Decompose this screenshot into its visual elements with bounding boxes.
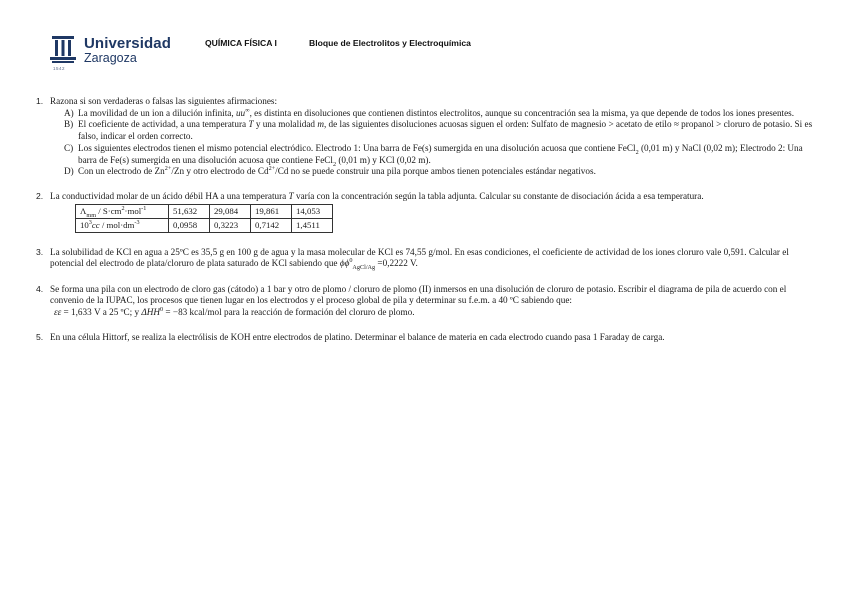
logo-city-name: Zaragoza xyxy=(84,51,137,65)
table-cell: 14,053 xyxy=(292,205,333,219)
exponent: -3 xyxy=(134,219,140,227)
question-4-text-1: Se forma una pila con un electrodo de cloro gas (cátodo) a 1 bar y otro de plomo / cloruro de plomo (II) inmersos en una disolución de cloruro de potasio. Escribir el diagrama de pila de acuerdo con el convenio de la IUPAC, los procesos que tienen lugar en los electrodos y el proceso global de pila y determinar su f.e.m. a 40 ºC sabiendo que: xyxy=(50,283,787,306)
question-2-text xyxy=(50,191,816,203)
exponent: -1 xyxy=(141,205,147,213)
block-title: Bloque de Electrolitos y Electroquímica xyxy=(309,38,471,48)
temperature-symbol: T xyxy=(248,119,254,130)
charge-superscript: 2+ xyxy=(164,165,172,173)
infinity-superscript: ∞ xyxy=(245,106,250,114)
table-cell: 0,3223 xyxy=(210,219,251,233)
question-4-text-3: = −83 kcal/mol para la reacción de formación del cloruro de plomo. xyxy=(163,306,415,317)
option-c-text-1: Los siguientes electrodos tienen el mismo potencial electródico. Electrodo 1: Una barra de Fe(s) sumergida en una disolución acuosa que contiene FeCl xyxy=(78,142,636,153)
question-3-text-2: =0,2222 V. xyxy=(375,258,418,269)
question-number: 4. xyxy=(36,283,44,294)
question-1-option-a xyxy=(50,108,816,120)
table-cell: 29,084 xyxy=(210,205,251,219)
unit-text: / S·cm xyxy=(96,206,122,217)
exponent: 3 xyxy=(88,219,92,227)
table-cell: 19,861 xyxy=(251,205,292,219)
table-header-cell xyxy=(76,219,169,233)
subscript: 2 xyxy=(635,148,639,156)
question-number: 2. xyxy=(36,191,44,202)
concentration-symbol: cc xyxy=(91,220,100,231)
exam-questions xyxy=(36,96,816,357)
standard-superscript: 0 xyxy=(349,257,353,265)
question-1-option-b xyxy=(50,119,816,142)
emf-symbol: εε xyxy=(54,306,62,317)
question-5 xyxy=(36,332,816,344)
potential-symbol: ϕϕ xyxy=(339,258,350,269)
option-a-text-1: La movilidad de un ion a dilución infinita, xyxy=(78,107,236,118)
conductivity-table xyxy=(75,204,333,233)
course-title: QUÍMICA FÍSICA I xyxy=(205,38,277,48)
logo-year: 1542 xyxy=(53,66,66,71)
question-4-data-line xyxy=(50,307,816,319)
question-number: 3. xyxy=(36,246,44,257)
option-label: C) xyxy=(64,142,74,153)
table-cell: 1,4511 xyxy=(292,219,333,233)
option-a-text-2: , es distinta en disoluciones que contienen distintos electrolitos, aunque su concentración sea la misma, ya que depende de todos los iones presentes. xyxy=(249,107,795,118)
logo-university-name: Universidad xyxy=(84,35,171,52)
question-2-text-1: La conductividad molar de un ácido débil HA a una temperatura xyxy=(50,191,289,202)
option-label: A) xyxy=(64,107,74,118)
option-c-text-2: (0,01 m) y NaCl (0,02 m); Electrodo 2: Una barra de Fe(s) sumergida en una disolución acuosa que contiene FeCl xyxy=(78,142,803,165)
table-row xyxy=(76,205,333,219)
table-row xyxy=(76,219,333,233)
university-crest-icon xyxy=(50,36,76,66)
subscript: mm xyxy=(86,211,97,219)
question-1-option-d xyxy=(50,166,816,178)
question-4-text-2: = 1,633 V a 25 ºC; y xyxy=(61,306,142,317)
option-c-text-3: (0,01 m) y KCl (0,02 m). xyxy=(336,154,431,165)
subscript: 2 xyxy=(332,160,337,168)
option-b-text-2: y una molalidad xyxy=(253,119,318,130)
option-d-text-1: Con un electrodo de Zn xyxy=(78,166,165,177)
question-2-text-2: varía con la concentración según la tabla adjunta. Calcular su constante de disociación ácida a esa temperatura. xyxy=(293,191,704,202)
option-d-text-2: /Zn y otro electrodo de Cd xyxy=(171,166,269,177)
mobility-symbol: uu xyxy=(235,107,246,118)
question-2 xyxy=(36,191,816,233)
option-d-text-3: /Cd no se puede construir una pila porque ambos tienen potenciales estándar negativos. xyxy=(275,166,596,177)
option-b-text-3: , de las siguientes disoluciones acuosas siguen el orden: Sulfato de magnesio > acetato de etilo ≈ propanol > cloruro de potasio. Si es falso, indicar el orden correcto. xyxy=(78,119,813,142)
university-logo xyxy=(50,36,180,70)
question-1-option-c xyxy=(50,143,816,166)
unit-text: / mol·dm xyxy=(99,220,135,231)
table-cell: 0,7142 xyxy=(251,219,292,233)
question-4 xyxy=(36,284,816,319)
question-number: 5. xyxy=(36,332,44,343)
question-3 xyxy=(36,247,816,270)
charge-superscript: 2+ xyxy=(268,165,276,173)
question-3-text xyxy=(50,247,816,270)
table-header-cell xyxy=(76,205,169,219)
exponent: 2 xyxy=(121,205,125,213)
option-label: B) xyxy=(64,119,74,130)
question-number: 1. xyxy=(36,96,44,106)
table-cell: 51,632 xyxy=(169,205,210,219)
question-3-text-1: La solubilidad de KCl en agua a 25ºC es 35,5 g en 100 g de agua y la masa molecular de KCl es 74,55 g/mol. En esas condiciones, el coeficiente de actividad de los iones cloruro vale 0,591. Calcular el potencial del electrodo de plata/cloruro de plata saturado de KCl sabiendo que xyxy=(50,246,789,269)
electrode-subscript: AgCl/Ag xyxy=(352,264,376,272)
option-label: D) xyxy=(64,166,74,177)
standard-superscript: 0 xyxy=(160,305,164,313)
unit-text: ·mol xyxy=(124,206,142,217)
question-1 xyxy=(36,96,816,178)
table-cell: 0,0958 xyxy=(169,219,210,233)
question-5-text: En una célula Hittorf, se realiza la electrólisis de KOH entre electrodos de platino. Determinar el balance de materia en cada electrodo cuando pasa 1 Faraday de carga. xyxy=(50,332,665,343)
question-1-intro: Razona si son verdaderas o falsas las siguientes afirmaciones: xyxy=(50,96,278,106)
molality-symbol: m xyxy=(317,119,324,130)
option-b-text-1: El coeficiente de actividad, a una temperatura xyxy=(78,119,249,130)
temperature-symbol: T xyxy=(288,191,294,202)
molar-conductivity-symbol: Λ xyxy=(80,206,87,217)
enthalpy-symbol: ΔHH xyxy=(141,306,161,317)
factor-text: 10 xyxy=(80,220,89,231)
